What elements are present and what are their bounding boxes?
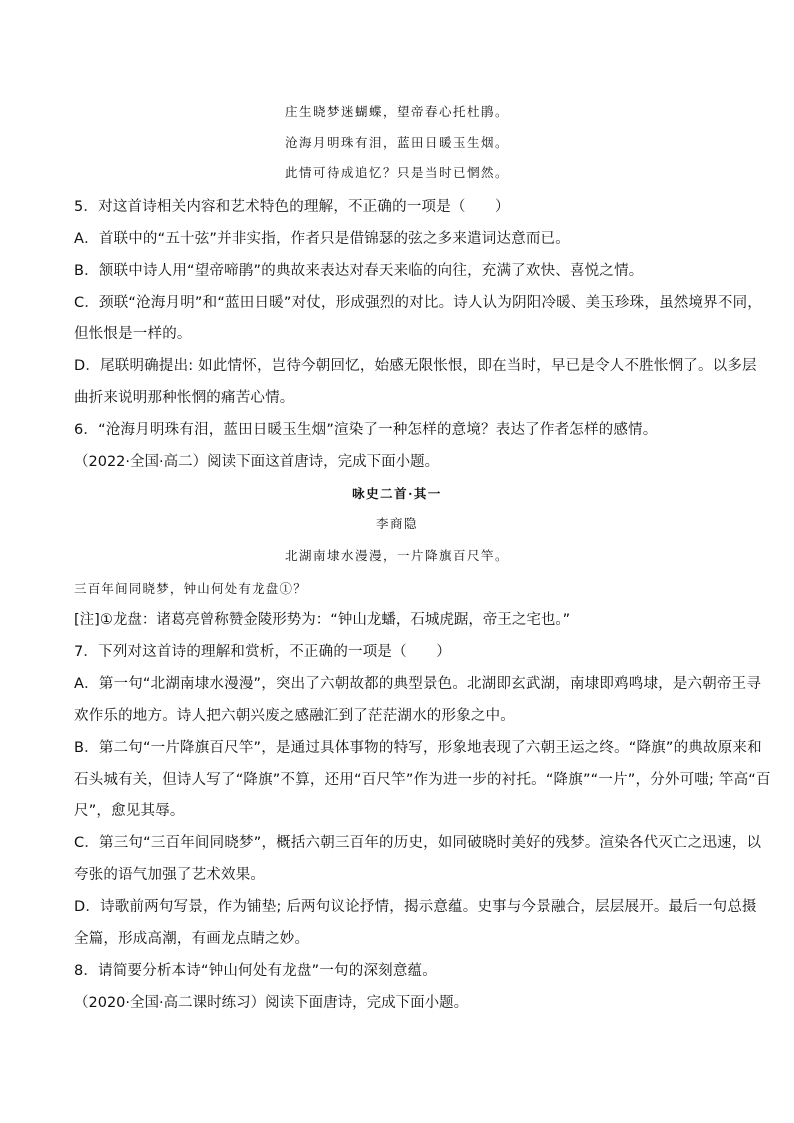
- poem-annotation: [注]①龙盘：诸葛亮曾称赞金陵形势为：“钟山龙蟠，石城虎踞，帝王之宅也。”: [74, 612, 571, 628]
- question-5-stem: 5．对这首诗相关内容和艺术特色的理解，不正确的一项是（ ）: [74, 199, 510, 215]
- section-intro: （2020·全国·高二课时练习）阅读下面唐诗，完成下面小题。: [74, 995, 469, 1011]
- question-7-option-c-cont: 夸张的语气加强了艺术效果。: [74, 867, 266, 883]
- poem-line: 庄生晓梦迷蝴蝶，望帝春心托杜鹃。: [284, 104, 509, 119]
- question-7-option-d: D．诗歌前两句写景，作为铺垫; 后两句议论抒情，揭示意蕴。史事与今景融合，层层展开。最后一句总摄: [74, 899, 757, 915]
- poem-line: 北湖南埭水漫漫，一片降旗百尺竿。: [284, 548, 509, 563]
- question-7-option-a: A．第一句“北湖南埭水漫漫”，突出了六朝故都的典型景色。北湖即玄武湖，南埭即鸡鸣埭，是六朝帝王寻: [74, 676, 762, 692]
- question-5-option-d-cont: 曲折来说明那种怅惘的痛苦心情。: [74, 390, 295, 406]
- question-5-option-d: D．尾联明确提出: 如此情怀，岂待今朝回忆，始感无限怅恨，即在当时，早已是令人不胜怅惘了。以多层: [74, 358, 757, 374]
- section-intro: （2022·全国·高二）阅读下面这首唐诗，完成下面小题。: [74, 454, 440, 470]
- poem-title: 咏史二首·其一: [352, 486, 442, 501]
- question-5-option-b: B．颔联中诗人用“望帝啼鹃”的典故来表达对春天来临的向往，充满了欢快、喜悦之情。: [74, 263, 644, 279]
- poem-line: 三百年间同晓梦，钟山何处有龙盘①？: [74, 581, 307, 596]
- poem-line: 此情可待成追忆？只是当时已惘然。: [284, 165, 509, 180]
- question-5-option-a: A．首联中的“五十弦”并非实指，作者只是借锦瑟的弦之多来遣词达意而已。: [74, 231, 570, 247]
- question-7-option-b-cont: 尺”，愈见其辱。: [74, 803, 185, 819]
- question-5-option-c-cont: 但怅恨是一样的。: [74, 326, 192, 342]
- question-7-option-b: B．第二句“一片降旗百尺竿”，是通过具体事物的特写，形象地表现了六朝王运之终。“降旗”的典故原来和: [74, 740, 762, 756]
- question-6-stem: 6．“沧海月明珠有泪，蓝田日暖玉生烟”渲染了一种怎样的意境？表达了作者怎样的感情。: [74, 422, 658, 438]
- question-7-option-b-cont: 石头城有关，但诗人写了“降旗”不算，还用“百尺竿”作为进一步的衬托。“降旗”“一片”，分外可嗤; 竿高“百: [74, 772, 771, 788]
- question-7-option-a-cont: 欢作乐的地方。诗人把六朝兴废之感融汇到了茫茫湖水的形象之中。: [74, 708, 515, 724]
- poem-author: 李商隐: [375, 516, 418, 531]
- question-5-option-c: C．颈联“沧海月明”和“蓝田日暖”对仗，形成强烈的对比。诗人认为阴阳冷暖、美玉珍珠，虽然境界不同，: [74, 295, 762, 311]
- question-7-option-c: C．第三句“三百年间同晓梦”，概括六朝三百年的历史，如同破晓时美好的残梦。渲染各代灭亡之迅速，以: [74, 835, 762, 851]
- question-7-option-d-cont: 全篇，形成高潮，有画龙点睛之妙。: [74, 931, 310, 947]
- poem-line: 沧海月明珠有泪，蓝田日暖玉生烟。: [284, 135, 509, 150]
- question-7-stem: 7．下列对这首诗的理解和赏析，不正确的一项是（ ）: [74, 644, 451, 660]
- question-8-stem: 8．请简要分析本诗“钟山何处有龙盘”一句的深刻意蕴。: [74, 963, 437, 979]
